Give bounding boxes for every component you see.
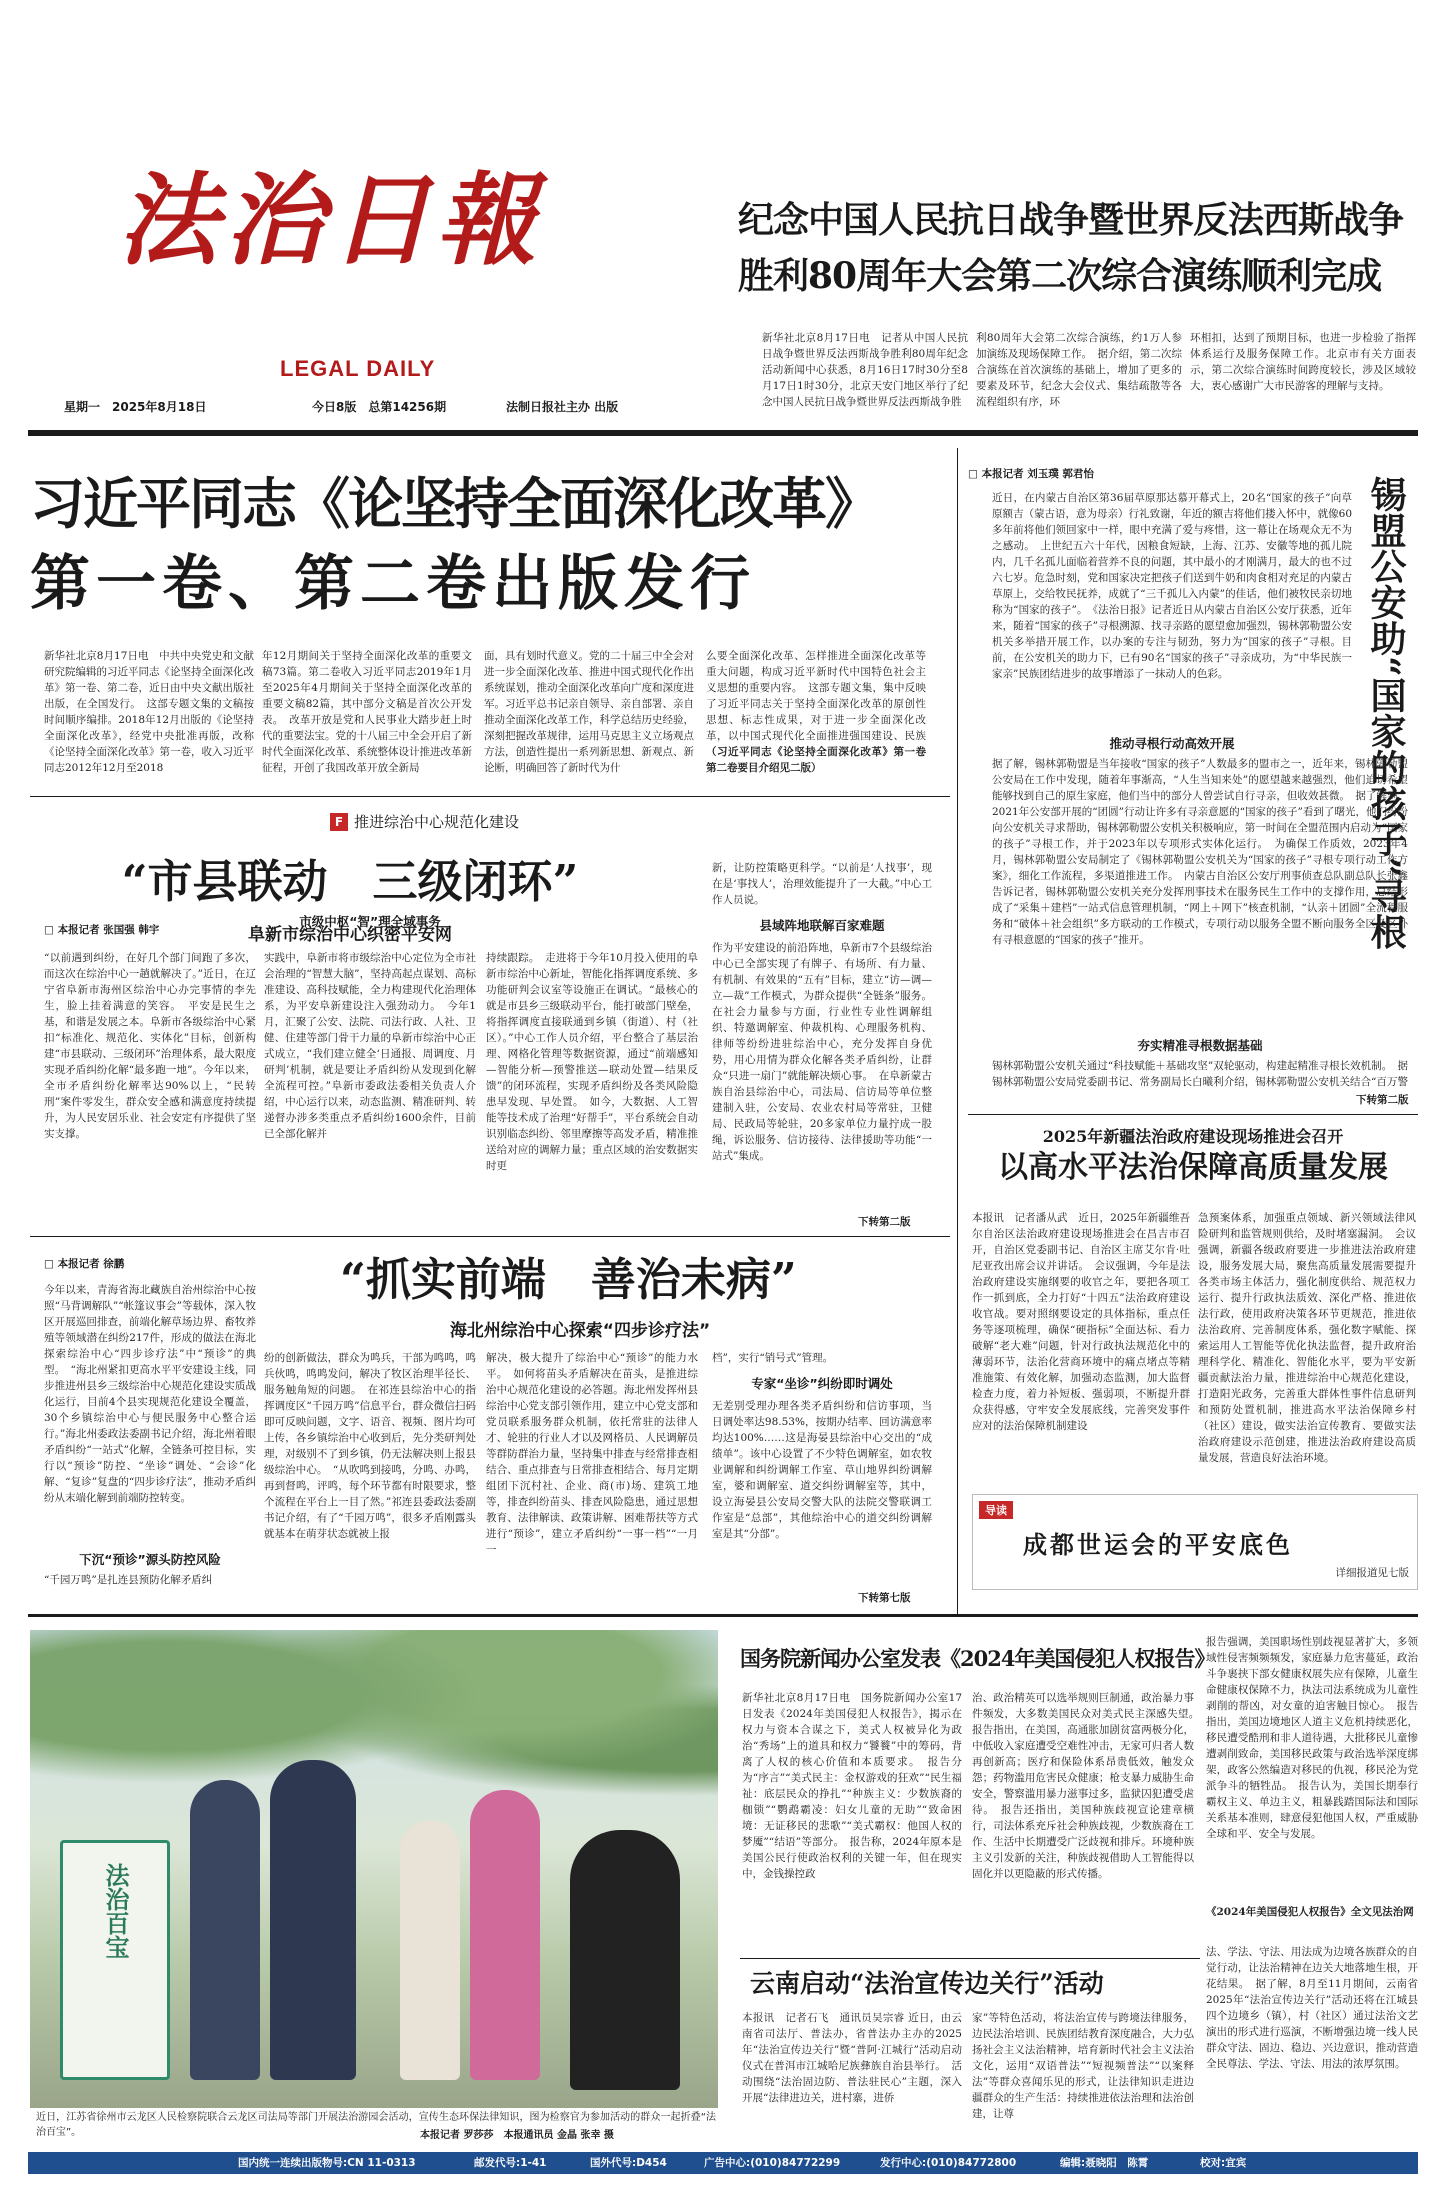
yunnan-headline: 云南启动“法治宣传边关行”活动 — [750, 1969, 1104, 1998]
haibei-jump: 下转第七版 — [858, 1592, 911, 1604]
xilinguole-jump: 下转第二版 — [1356, 1094, 1409, 1106]
masthead — [30, 150, 690, 440]
xilinguole-byline: □ 本报记者 刘玉璞 郭君怡 — [968, 468, 1094, 480]
right-column-divider — [957, 448, 958, 1614]
photo-sign — [60, 1840, 170, 2080]
haibei-col-4: 档”，实行“销号式”管理。 — [712, 1352, 834, 1364]
xilinguole-col-3: 锡林郭勒盟公安机关通过“科技赋能＋基础攻坚”双轮驱动，构建起精准寻根长效机制。 据锡林郭勒盟公安局党委副书记、常务副局长白曦利介绍，锡林郭勒盟公安机关结合“百万警 — [992, 1060, 1408, 1088]
fuxin-col-4: 新，让防控策略更科学。“以前是‘人找事’，现在是‘事找人’，治理效能提升了一大截。”中心工作人员说。 — [712, 862, 932, 906]
haibei-headline: “抓实前端 善治未病” — [340, 1253, 797, 1306]
chengdu-tag: 导读 — [979, 1501, 1013, 1519]
masthead-english: LEGAL DAILY — [280, 356, 436, 381]
xinjiang-overline: 2025年新疆法治政府建设现场推进会召开 — [1042, 1127, 1344, 1146]
haibei-col-3: 解决，极大提升了综治中心“预诊”的能力水平。 如何将苗头矛盾解决在苗头，是推进综治中心规范化建设的必答题。海北州发挥州县综治中心党支部引领作用，建立中心党支部和党员联系服务群众机制，依托常驻的法律人才、轮驻的行业人才以及网格员、人民调解员等群防群治力量，坚持集中排查与经常排查相结合、重点排查与日常排查相结合、每月定期组团下沉村社、企业、商(市)场、建筑工地等，排查纠纷苗头、排查风险隐患，通过思想教育、法律解读、政策讲解、困难帮扶等方式进行“预诊”，建立矛盾纠纷“一事一档”“一月一 — [486, 1352, 698, 1556]
masthead-rule — [28, 430, 1418, 436]
photo-caption: 近日，江苏省徐州市云龙区人民检察院联合云龙区司法局等部门开展法治游园会活动，宣传生态环保法律知识，图为检察官为参加活动的群众一起折叠“法治百宝”。 — [36, 2112, 716, 2138]
haibei-col-1b: “千园万鸣”是扎连县预防化解矛盾纠 — [44, 1574, 213, 1586]
fuxin-col-3: 持续跟踪。 走进将于今年10月投入使用的阜新市综治中心新址，智能化指挥调度系统、多功能研判会议室等设施正在调试。“最核心的就是市县乡三级联动平台，能打破部门壁垒，将指挥调度直接联通到乡镇（街道）、村（社区）。”中心工作人员介绍，平台整合了基层治理、网格化管理等数据资源，通过“前端感知—智能分析—预警推送—联动处置—结果反馈”的闭环流程，实现矛盾纠纷及各类风险隐患早发现、早处置。 如今，大数据、人工智能等技术成了治理“好帮手”，平台系统会自动识别临态纠纷、邻里摩擦等高发矛盾，精准推送给对应的调解力量；重点区域的治安数据实时更 — [486, 952, 698, 1172]
fuxin-col-1: “以前遇到纠纷，在好几个部门间跑了多次，而这次在综治中心一趟就解决了。”近日，在辽宁省阜新市海州区综治中心办完事情的李先生，脸上挂着满意的笑容。 平安是民生之基，和谐是发展之本。阜新市各级综治中心紧扣“标准化、规范化、实体化”目标，创新构建“市县联动、三级闭环”治理体系，最大限度实现矛盾纠纷化解“最多跑一地”。今年以来，全市矛盾纠纷化解率达90%以上，“民转刑”案件零发生，群众安全感和满意度持续提升，为人民安居乐业、社会安定有序提供了坚实支撑。 — [44, 952, 256, 1140]
xilinguole-col-1: 近日，在内蒙古自治区第36届草原那达慕开幕式上，20名“国家的孩子”向草原额吉（蒙古语，意为母亲）行礼致谢，年近的额吉将他们搂入怀中，就像60多年前将他们领回家中一样，眼中充满了爱与疼惜，这一幕让在场观众无不为之感动。 上世纪五六十年代，因粮食短缺，上海、江苏、安徽等地的孤儿院内，几千名孤儿面临着营养不良的问题，其中最小的才刚满月，最大的也不过六七岁。危急时刻，党和国家决定把孩子们送到牛奶和肉食相对充足的内蒙古草原上，交给牧民抚养，成就了“三千孤儿入内蒙”的佳话，他们被牧民亲切地称为“国家的孩子”。 《法治日报》记者近日从内蒙古自治区公安厅获悉，近年来，随着“国家的孩子”寻根溯源、找寻亲路的愿望愈加强烈，锡林郭勒盟公安机关多举措开展工作，以办案的专注与韧劲，努力为“国家的孩子”寻根。目前，在公安机关的助力下，已有90名“国家的孩子”寻亲成功，为“中华民族一家亲”民族团结进步的故事增添了一抹动人的色彩。 — [992, 492, 1352, 680]
yunnan-col-3: 法、学法、守法、用法成为边境各族群众的自觉行动，让法治精神在边关大地落地生根，开花结果。 据了解，8月至11月期间，云南省2025年“法治宣传边关行”活动还将在江城县四个边境乡（镇），村（社区）通过法治文艺演出的形式进行巡演，不断增强边境一线人民群众守法、固边、稳边、兴边意识，推动营造全民尊法、学法、守法、用法的浓厚氛围。 — [1206, 1946, 1418, 2070]
feature-photo — [30, 1630, 718, 2108]
footer-ad: 广告中心:(010)84772299 — [704, 2157, 841, 2169]
haibei-byline: □ 本报记者 徐鹏 — [44, 1258, 125, 1270]
fuxin-headline: “市县联动 三级闭环” — [121, 855, 579, 908]
xinjiang-headline: 以高水平法治保障高质量发展 — [998, 1150, 1388, 1185]
masthead-edition: 今日8版 总第14256期 — [312, 400, 447, 414]
fuxin-jump: 下转第二版 — [858, 1216, 911, 1228]
yunnan-col-1: 本报讯 记者石飞 通讯员吴宗睿 近日，由云南省司法厅、普法办，省普法办主办的2025年“法治宣传边关行”暨“普阿·江城行”活动启动仪式在普洱市江城哈尼族彝族自治县举行。 活动围绕“法治固边防、普法驻民心”主题，深入开展“法律进边关，进村寨，进侨 — [742, 2012, 962, 2104]
footer-proof: 校对:宜宾 — [1200, 2157, 1247, 2169]
section-banner-label: 推进综治中心规范化建设 — [354, 813, 520, 831]
top-story-col-3: 环相扣，达到了预期目标，也进一步检验了指挥体系运行及服务保障工作。北京市有关方面表示，第二次综合演练时间跨度较长，涉及区域较大，衷心感谢广大市民游客的理解与支持。 — [1190, 332, 1416, 392]
fuxin-divider — [30, 1236, 950, 1237]
fuxin-sub-2: 县域阵地联解百家难题 — [759, 918, 885, 933]
chengdu-headline: 成都世运会的平安底色 — [1023, 1530, 1293, 1559]
lead-headline-1: 习近平同志《论坚持全面深化改革》 — [30, 472, 879, 536]
top-story-col-2: 利80周年大会第二次综合演练，约1万人参加演练及现场保障工作。 据介绍，第二次综合演练在首次演练的基础上，增加了更多的要素及环节，纪念大会仪式、集结疏散等各流程组织有序，环 — [976, 332, 1182, 408]
photo-person-2 — [270, 1760, 356, 2080]
fuxin-sub-1: 市级中枢“智”理全域事务 — [299, 914, 441, 929]
haibei-col-1: 今年以来，青海省海北藏族自治州综治中心按照“马背调解队”“帐篷议事会”等载体，深入牧区开展巡回排查，前端化解草场边界、畜牧养殖等领域潜在纠纷217件，形成的做法在海北探索综治中心“四步诊疗法”中“预诊”的典型。 “海北州紧扣更高水平平安建设主线，同步推进州县乡三级综治中心规范化建设实质战化运行，目前4个县实现规范化建设全覆盖，30个乡镇综治中心与便民服务中心整合运行。”海北州委政法委副书记介绍，海北州着眼矛盾纠纷“一站式”化解，全链条可控目标，实行以“预诊”防控、“坐诊”调处、“会诊”化解、“复诊”复盘的“四步诊疗法”，推动矛盾纠纷从末端化解到前端防控转变。 — [44, 1284, 256, 1504]
footer-editor: 编辑:聂晓阳 陈霄 — [1060, 2157, 1149, 2169]
fuxin-col-4b: 作为平安建设的前沿阵地，阜新市7个县级综治中心已全部实现了有牌子、有场所、有力量、有机制、有效果的“五有”目标，建立“访—调—立—裁”工作模式，为群众提供“全链条”服务。在社会力量参与方面，行业性专业性调解组织、特邀调解室、仲裁机构、心理服务机构、律师等纷纷进驻综治中心，充分发挥自身优势，用心用情为群众化解各类矛盾纠纷，让群众“只进一扇门”就能解决烦心事。 在阜新蒙古族自治县综治中心，司法局、信访局等单位整建制入驻，公安局、农业农村局等常驻，卫健局、民政局等轮驻，20多家单位力量拧成一股绳，诉讼服务、信访接待、法律援助等功能“一站式”集成。 — [712, 942, 932, 1162]
top-story-col-1: 新华社北京8月17日电 记者从中国人民抗日战争暨世界反法西斯战争胜利80周年纪念活动新闻中心获悉，8月16日17时30分至8月17日1时30分，北京天安门地区举行了纪念中国人民抗日战争暨世界反法西斯战争胜 — [762, 332, 968, 408]
haibei-sub-2: 专家“坐诊”纠纷即时调处 — [751, 1376, 893, 1391]
masthead-publisher: 法制日报社主办 出版 — [506, 400, 619, 414]
photo-person-1 — [190, 1780, 260, 2080]
fuxin-subtitle: 阜新市综治中心织密平安网 — [248, 925, 452, 945]
yunnan-col-2: 家”等特色活动，将法治宣传与跨境法律服务，边民法治培训、民族团结教育深度融合，大力弘扬社会主义法治精神，培育新时代社会主义法治文化，运用“双语普法”“短视频普法”“以案释法”等群众喜闻乐见的形式，让法律知识走进边疆群众的生产生活：持续推进依法治理和法治创建，让尊 — [972, 2012, 1194, 2120]
photo-sign-text: 法治百宝 — [101, 1863, 130, 1959]
masthead-date: 星期一 2025年8月18日 — [64, 400, 207, 414]
photo-trees — [30, 1630, 718, 1850]
us-report-source: 《2024年美国侵犯人权报告》全文见法治网 — [1206, 1906, 1414, 1918]
photo-credit: 本报记者 罗莎莎 本报通讯员 金晶 张幸 摄 — [420, 2130, 614, 2141]
xilinguole-col-2: 据了解，锡林郭勒盟是当年接收“国家的孩子”人数最多的盟市之一，近年来，锡林郭勒盟公安局在工作中发现，随着年事渐高，“人生当知来处”的愿望越来越强烈，他们迫切希望能够找到自己的原生家庭，他们当中的部分人曾尝试自行寻亲，但收效甚微。 据了解到，2021年公安部开展的“团圆”行动让许多有寻亲意愿的“国家的孩子”看到了曙光，他们纷纷向公安机关寻求帮助，锡林郭勒盟公安机关积极响应，第一时间在全盟范围内启动为“国家的孩子”寻根工作，并于2023年以专项形式实体化运行。 为确保工作质效，2023年4月，锡林郭勒盟公安局制定了《锡林郭勒盟公安机关为“国家的孩子”寻根专项行动工作方案》，细化工作流程，多渠道推进工作。 内蒙古自治区公安厅刑事侦查总队副总队长张鑫告诉记者，锡林郭勒盟公安机关充分发挥刑事技术在服务民生工作中的支撑作用，总结形成了“采集＋建档”一站式信息管理机制，“网上＋网下”核查机制，“认亲＋团圆”全流程服务和“破体＋社会组织”多方联动的工作模式，专项行动以服务全盟不断向服务全区及区外有寻根意愿的“国家的孩子”推开。 — [992, 758, 1408, 946]
footer-postal: 邮发代号:1-41 — [474, 2157, 547, 2169]
us-report-divider — [740, 1958, 1200, 1959]
footer-distribution: 发行中心:(010)84772800 — [880, 2157, 1017, 2169]
xinjiang-col-1: 本报讯 记者潘从武 近日，2025年新疆维吾尔自治区法治政府建设现场推进会在昌吉市召开，自治区党委副书记、自治区主席艾尔肯·吐尼亚孜出席会议并讲话。 会议强调，今年是法治政府建设实施纲要的收官之年，要把各项工作一抓到底，全力打好“十四五”法治政府建设收官战。要对照纲要设定的具体指标，重点任务等逐项梳理，确保“硬指标”全面达标、看力破解“老大难”问题，针对行政执法规范化中的薄弱环节，法治化营商环境中的痛点堵点等精准施策、有效化解，加强动态监测，加大监督检查力度，着力补短板、强弱项，不断提升群众获得感，守牢安全发展底线，完善突发事件应对的法治保障机制建设 — [972, 1212, 1190, 1432]
chengdu-ref: 详细报道见七版 — [1335, 1567, 1409, 1579]
us-report-col-3: 报告强调，美国职场性别歧视显著扩大，多领域性侵害频频频发，家庭暴力危害蔓延，政治斗争裹挟下部女健康权展失应有保障，儿童生命健康权保障不力，执法司法系统成为儿童性剥削的帮凶，对女童的迫害触目惊心。 报告指出，美国边境地区人道主义危机持续恶化，移民遭受酷刑和非人道待遇，大批移民儿童惨遭剥削致命，美国移民政策与政治选举深度绑架，政客公然编造对移民的仇视，移民沦为党派争斗的牺牲品。 报告认为，美国长期奉行霸权主义、单边主义，粗暴践踏国际法和国际关系基本准则，肆意侵犯他国人权，严重威胁全球和平、安全与发展。 — [1206, 1636, 1418, 1840]
xilinguole-sub-1: 推动寻根行动高效开展 — [1109, 736, 1235, 751]
fuxin-col-2: 实践中，阜新市将市级综治中心定位为全市社会治理的“智慧大脑”，坚持高起点谋划、高标准建设、高科技赋能，全力构建现代化治理体系，为平安阜新建设注入强劲动力。 今年1月，汇聚了公安、法院、司法行政、人社、卫健、住建等部门骨干力量的阜新市综治中心正式成立，“我们建立健全‘日通报、周调度、月研判’机制，就是要让矛盾纠纷从发现到化解全流程可控。”阜新市委政法委相关负责人介绍，中心运行以来，动态监测、精准研判、转递督办涉多类重点矛盾纠纷1600余件，目前已全部化解并 — [264, 952, 476, 1140]
photo-person-3 — [400, 1820, 460, 2080]
us-report-col-2: 治、政治精英可以选举规则巨制通，政治暴力事件频发，大多数美国民众对美式民主深感失望。 报告指出，在美国，高通胀加剧贫富两极分化，中低收入家庭遭受空难性冲击，无家可归者人数再创新高；医疗和保险体系昂贵低效，触发众怨；药物滥用危害民众健康；枪支暴力威胁生命安全，警察滥用暴力滋事过多，监狱囚犯遭受虐待。 报告还指出，美国种族歧视宣论建章横行，司法体系充斥社会种族歧视，少数族裔在工作、生活中长期遭受广泛歧视和排斥。环境种族主义引发新的关注，种族歧视借助人工智能得以固化并以更隐蔽的形式传播。 — [972, 1692, 1194, 1880]
chengdu-box[interactable] — [972, 1494, 1418, 1590]
lead-col-4: 么要全面深化改革、怎样推进全面深化改革等重大问题，构成习近平新时代中国特色社会主义思想的重要内容。 这部专题文集，集中反映了习近平同志关于坚持全面深化改革的原创性思想、标志性成果，对于进一步全面深化改革，以中国式现代化全面推进强国建设、民族 — [706, 650, 926, 742]
masthead-title: 法治日報 — [118, 161, 542, 279]
haibei-col-4b: 无差别受理办理各类矛盾纠纷和信访事项，当日调处率达98.53%，按期办结率、回访满意率均达100%……这是海晏县综治中心交出的“成绩单”。该中心设置了不少特色调解室，如农牧业调解和纠纷调解工作室、草山地界纠纷调解室，婆和调解室、道交纠纷调解室等，其中，设立海晏县公安局交警大队的法院交警联调工作室是“总部”，其他综治中心的道交纠纷调解室是其“分部”。 — [712, 1400, 932, 1540]
xilinguole-headline: 锡盟公安助“国家的孩子”寻根 — [1365, 476, 1407, 950]
lead-divider — [30, 796, 950, 797]
photo-person-5 — [570, 1830, 680, 2090]
lead-source: （习近平同志《论坚持全面深化改革》第一卷第二卷要目介绍见二版） — [706, 746, 926, 774]
top-story-headline-2: 胜利80周年大会第二次综合演练顺利完成 — [738, 255, 1382, 297]
lead-col-3: 面，具有划时代意义。党的二十届三中全会对进一步全面深化改革、推进中国式现代化作出系统谋划，推动全面深化改革向广度和深度进军。习近平总书记亲自领导、亲自部署、亲自推动全面深化改革工作，科学总结历史经验，深刻把握改革规律，运用马克思主义立场观点方法，创造性提出一系列新思想、新观点、新论断，明确回答了新时代为什 — [484, 650, 694, 774]
fuxin-byline: □ 本报记者 张国强 韩宇 — [44, 924, 160, 936]
haibei-sub-1: 下沉“预诊”源头防控风险 — [79, 1552, 221, 1567]
middle-rule — [28, 1614, 1418, 1617]
us-report-headline: 国务院新闻办公室发表《2024年美国侵犯人权报告》 — [740, 1646, 1215, 1671]
lead-col-2: 年12月期间关于坚持全面深化改革的重要文稿73篇。第二卷收入习近平同志2019年1月至2025年4月期间关于坚持全面深化改革的重要文稿82篇，其中部分文稿是首次公开发表。 改革开放是党和人民事业大踏步赶上时代的重要法宝。党的十八届三中全会开启了新时代全面深化改革、系统整体设计推进改革新征程，开创了我国改革开放全新局 — [262, 650, 472, 774]
lead-col-1: 新华社北京8月17日电 中共中央党史和文献研究院编辑的习近平同志《论坚持全面深化改革》第一卷、第二卷，近日由中央文献出版社出版，在全国发行。 这部专题文集的文稿按时间顺序编排。2018年12月出版的《论坚持全面深化改革》，经党中央批准再版，改称《论坚持全面深化改革》第一卷，收入习近平同志2012年12月至2018 — [44, 650, 254, 774]
section-banner-icon: F — [330, 813, 348, 831]
photo-person-4 — [470, 1790, 540, 2080]
xilinguole-divider — [968, 1114, 1418, 1115]
top-story-headline-1: 纪念中国人民抗日战争暨世界反法西斯战争 — [738, 199, 1404, 241]
haibei-subtitle: 海北州综治中心探索“四步诊疗法” — [449, 1321, 711, 1341]
footer-bar — [28, 2152, 1418, 2174]
xinjiang-col-2: 急预案体系，加强重点领域、新兴领域法律风险研判和监管规则供给，及时堵塞漏洞。 会议强调，新疆各级政府要进一步推进法治政府建设，服务发展大局，聚焦高质量发展需要提升各类市场主体活力，强化制度供给、规范权力运行、提升行政执法质效、深化严格、推进依法行政，使用政府决策各环节更规范，推进依法治政府、完善制度体系，强化数字赋能、探索运用人工智能等优化执法监督，提升政府治理科学化、精准化、智能化水平，要为平安新疆贡献法治力量，推进综治中心规范化建设，打造阳光政务，完善重大群体性事件信息研判和预防处置机制，推进高水平法治保障乡村（社区）建设，做实法治宣传教育、要做实法治政府建设示范创建，推进法治政府建设高质量发展，营造良好法治环境。 — [1198, 1212, 1416, 1464]
footer-overseas: 国外代号:D454 — [590, 2157, 667, 2169]
us-report-col-1: 新华社北京8月17日电 国务院新闻办公室17日发表《2024年美国侵犯人权报告》，揭示在权力与资本合谋之下，美式人权被异化为政治“秀场”上的道具和权力“饕餮”中的筹码，背离了人权的核心价值和本质要求。 报告分为“序言”“美式民主：金权游戏的狂欢”“民生福祉：底层民众的挣扎”“种族主义：少数族裔的枷锁”“鹦鹉霸凌：妇女儿童的无助”“致命困境：无证移民的悲歌”“美式霸权：他国人权的梦魇”“结语”等部分。 报告称，2024年原本是美国公民行使政治权利的关键一年，但在现实中，金钱操控政 — [742, 1692, 962, 1880]
xilinguole-sub-2: 夯实精准寻根数据基础 — [1137, 1038, 1263, 1053]
lead-headline-2: 第一卷、第二卷出版发行 — [30, 549, 756, 619]
haibei-col-2: 纷的创新做法，群众为鸣兵，干部为鸣鸣，鸣兵伙鸣，鸣鸣发问，解决了牧区治理半径长、服务触角短的问题。 在祁连县综治中心的指挥调度区“千园万鸣”信息平台，群众微信扫码即可反映问题，文字、语音、视频、图片均可上传，各乡镇综治中心收到后，先分类研判处理，对级别不了到乡镇，仍无法解决则上报县级综治中心。 “从吹鸣到接鸣，分鸣、办鸣，再到督鸣，评鸣，每个环节都有时限要求，整个流程在平台上一目了然。”祁连县委政法委副书记介绍，有了“千园万鸣”，很多矛盾刚露头就基本在萌芽状态就被上报 — [264, 1352, 476, 1540]
footer-cn: 国内统一连续出版物号:CN 11-0313 — [238, 2157, 416, 2169]
